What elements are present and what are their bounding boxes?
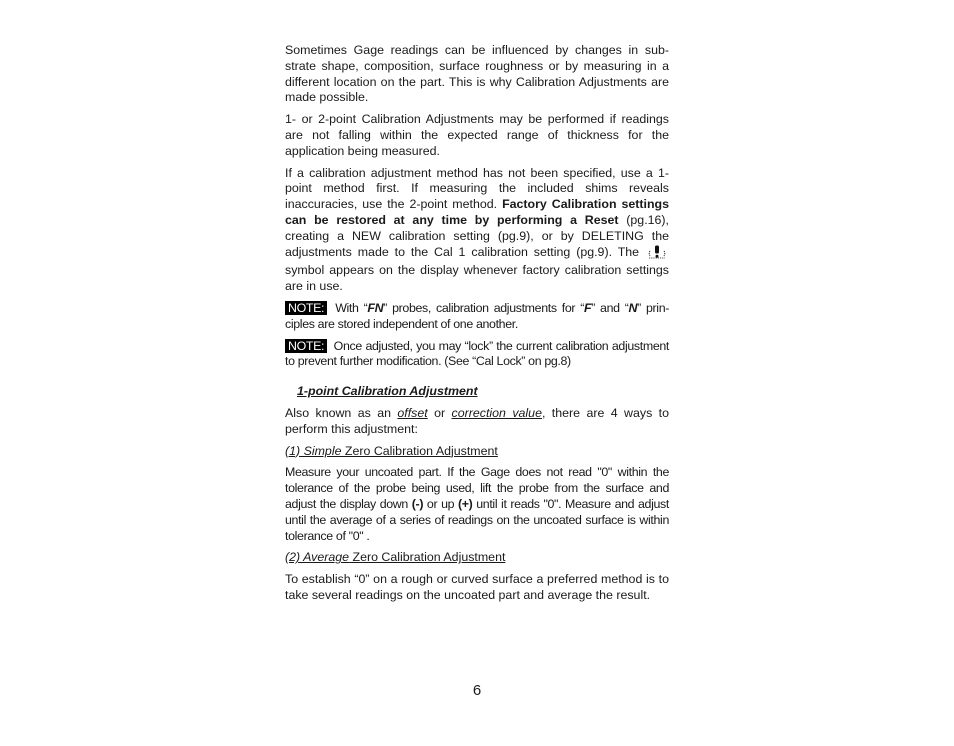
simple-zero-paragraph [285, 465, 669, 544]
reset-bold-text: Factory Calibration settings can be restored at any time by performing a Reset [285, 197, 669, 227]
simple-text-c: until it reads "0". Measure and adjust until the average of a series of readings on the uncoated surface is within tolerance of "0" . [285, 496, 669, 543]
note1-text-d: ” prin-ciples are stored independent of one another. [285, 300, 670, 331]
page-number: 6 [472, 682, 482, 699]
offset-term: offset [397, 405, 428, 420]
offset-paragraph [285, 406, 669, 438]
simple-label: (1) Simple [285, 443, 342, 458]
note-fn-probes [285, 301, 669, 333]
note1-fn: FN [367, 300, 384, 315]
note2-text: Once adjusted, you may “lock” the current calibration adjustment to prevent further modification. (See “Cal Lock” on pg.8) [285, 338, 669, 369]
simple-text-a: Measure your uncoated part. If the Gage does not read "0" within the tolerance of the probe being used, lift the probe from the surface and adjust the display down [285, 465, 669, 511]
text-column [285, 43, 669, 610]
method-text-b: (pg.16), creating a NEW calibration setting (pg.9), or by DELETING the adjustments made to the Cal 1 calibration setting (pg.9). The [285, 212, 669, 259]
correction-value-term: correction value [451, 405, 542, 420]
minus-button-label: (-) [411, 496, 424, 511]
average-label: (2) Average [285, 550, 350, 565]
offset-text-b: or [427, 405, 452, 420]
note-label: NOTE: [285, 339, 327, 353]
factory-calibration-icon [647, 245, 667, 264]
note1-text-a: With “ [330, 300, 368, 315]
note1-text-b: ” probes, calibration adjustments for “ [383, 300, 584, 315]
simple-text-b: or up [423, 496, 458, 511]
note1-f: F [584, 300, 592, 315]
section-heading: 1-point Calibration Adjustment [297, 384, 478, 399]
method-text-c: symbol appears on the display whenever factory calibration settings are in use. [285, 263, 669, 294]
note1-text-c: ” and “ [591, 300, 629, 315]
note-label: NOTE: [285, 301, 327, 315]
average-zero-subheading [285, 550, 669, 566]
note1-n: N [628, 300, 638, 315]
offset-text-a: Also known as an [285, 405, 398, 420]
intro-paragraph: Sometimes Gage readings can be influenced by changes in sub-strate shape, composition, surface roughness or by measuring in a different location on the part. This is why Calibration Adjustments are made possible. [285, 43, 669, 105]
simple-rest: Zero Calibration Adjustment [341, 443, 498, 458]
method-text-a: If a calibration adjustment method has not been specified, use a 1-point method first. If measuring the included shims reveals inaccuracies, use the 2-point method. [285, 165, 669, 212]
plus-button-label: (+) [457, 496, 473, 511]
calibration-paragraph: 1- or 2-point Calibration Adjustments may be performed if readings are not falling within the expected range of thickness for the application being measured. [285, 112, 669, 158]
average-zero-paragraph: To establish “0” on a rough or curved surface a preferred method is to take several readings on the uncoated part and average the result. [285, 572, 669, 602]
simple-zero-subheading [285, 444, 669, 460]
method-paragraph [285, 166, 669, 295]
offset-text-c: , there are 4 ways to perform this adjustment: [285, 405, 670, 436]
note-cal-lock [285, 339, 669, 371]
average-rest: Zero Calibration Adjustment [349, 550, 506, 565]
